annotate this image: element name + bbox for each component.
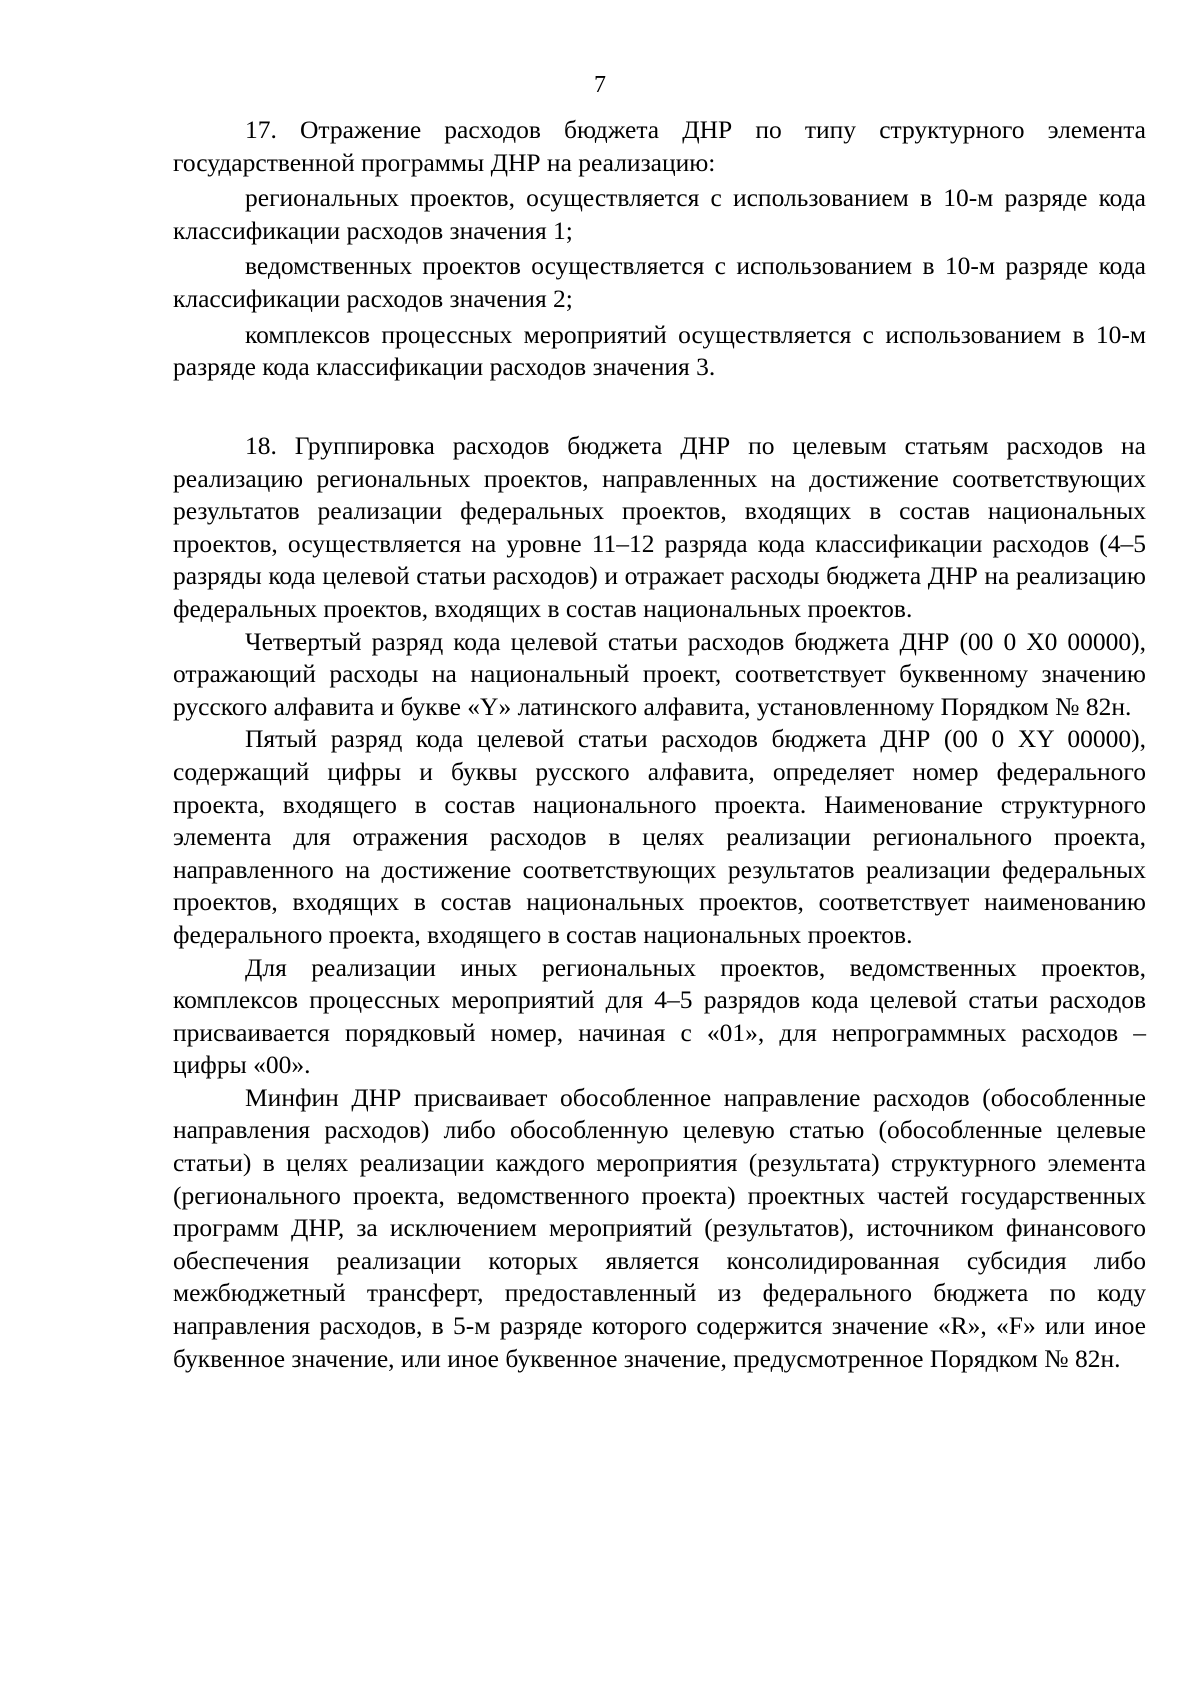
paragraph-17-process: комплексов процессных мероприятий осуществляется с использованием в 10-м разряде кода классификации расходов значения 3. (173, 319, 1146, 382)
page-number: 7 (594, 72, 606, 98)
paragraph-18-intro: 18. Группировка расходов бюджета ДНР по целевым статьям расходов на реализацию региональных проектов, направленных на достижение соответствующих результатов реализации федеральных проектов, входящих в состав национальных проектов, осуществляется на уровне 11–12 разряда кода классификации расходов (4–5 разряды кода целевой статьи расходов) и отражает расходы бюджета ДНР на реализацию федеральных проектов, входящих в состав национальных проектов. (173, 431, 1146, 623)
paragraph-17-intro: 17. Отражение расходов бюджета ДНР по типу структурного элемента государственной программы ДНР на реализацию: (173, 115, 1146, 177)
section-18 (173, 430, 1146, 1375)
paragraph-18-other-projects: Для реализации иных региональных проектов, ведомственных проектов, комплексов процессных мероприятий для 4–5 разрядов кода целевой статьи расходов присваивается порядковый номер, начиная с «01», для непрограммных расходов – цифры «00». (173, 952, 1146, 1080)
paragraph-18-fourth-digit: Четвертый разряд кода целевой статьи расходов бюджета ДНР (00 0 X0 00000), отражающий расходы на национальный проект, соответствует буквенному значению русского алфавита и букве «Y» латинского алфавита, установленному Порядком № 82н. (173, 626, 1146, 721)
paragraph-17-regional: региональных проектов, осуществляется с использованием в 10-м разряде кода классификации расходов значения 1; (173, 183, 1146, 245)
section-17 (173, 114, 1146, 384)
paragraph-18-fifth-digit: Пятый разряд кода целевой статьи расходов бюджета ДНР (00 0 XY 00000), содержащий цифры и буквы русского алфавита, определяет номер федерального проекта, входящего в состав национального проекта. Наименование структурного элемента для отражения расходов в целях реализации регионального проекта, направленного на достижение соответствующих результатов реализации федеральных проектов, входящих в состав национальных проектов, соответствует наименованию федерального проекта, входящего в состав национальных проектов. (173, 724, 1146, 949)
paragraph-18-minfin: Минфин ДНР присваивает обособленное направление расходов (обособленные направления расходов) либо обособленную целевую статью (обособленные целевые статьи) в целях реализации каждого мероприятия (результата) структурного элемента (регионального проекта, ведомственного проекта) проектных частей государственных программ ДНР, за исключением мероприятий (результатов), источником финансового обеспечения реализации которых является консолидированная субсидия либо межбюджетный трансферт, предоставленный из федерального бюджета по коду направления расходов, в 5-м разряде которого содержится значение «R», «F» или иное буквенное значение, или иное буквенное значение, предусмотренное Порядком № 82н. (173, 1082, 1146, 1373)
paragraph-17-departmental: ведомственных проектов осуществляется с использованием в 10-м разряде кода классификации расходов значения 2; (173, 251, 1146, 313)
